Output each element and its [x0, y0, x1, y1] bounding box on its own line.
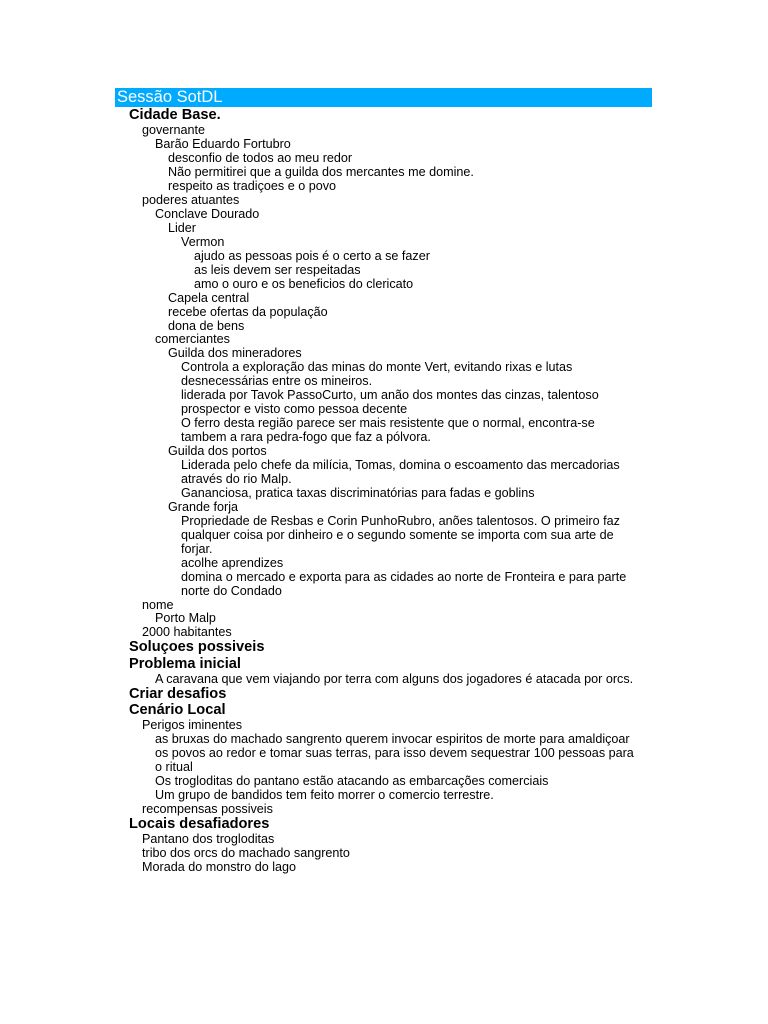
- outline-item: Pantano dos trogloditas: [142, 831, 275, 846]
- outline-item: poderes atuantes: [142, 192, 240, 207]
- outline-item: Lider: [168, 220, 197, 235]
- outline-item: Barão Eduardo Fortubro: [155, 137, 291, 152]
- outline-heading: Cenário Local: [129, 701, 226, 718]
- outline-item: recebe ofertas da população: [168, 304, 328, 319]
- outline-item: liderada por Tavok PassoCurto, um anão dos montes das cinzas, talentoso: [181, 388, 599, 403]
- outline-item: o ritual: [155, 759, 193, 774]
- outline-item: as leis devem ser respeitadas: [194, 262, 361, 277]
- outline-item: Não permitirei que a guilda dos mercantes me domine.: [168, 165, 474, 180]
- outline-item: nome: [142, 597, 174, 612]
- outline-item: Morada do monstro do lago: [142, 859, 297, 874]
- outline-item: forjar.: [181, 541, 213, 556]
- outline-item: prospector e visto como pessoa decente: [181, 402, 408, 417]
- outline-item: amo o ouro e os beneficios do clericato: [194, 276, 414, 291]
- outline-item: através do rio Malp.: [181, 471, 292, 486]
- outline-item: Conclave Dourado: [155, 206, 260, 221]
- outline-item: Os trogloditas do pantano estão atacando as embarcações comerciais: [155, 773, 549, 788]
- outline-item: dona de bens: [168, 318, 245, 333]
- outline-item: qualquer coisa por dinheiro e o segundo somente se importa com sua arte de: [181, 527, 614, 542]
- outline-item: Porto Malp: [155, 611, 216, 626]
- outline-item: Grande forja: [168, 499, 239, 514]
- outline-item: Guilda dos portos: [168, 444, 267, 459]
- outline-item: O ferro desta região parece ser mais resistente que o normal, encontra-se: [181, 416, 595, 431]
- outline-heading: Criar desafios: [129, 685, 227, 702]
- outline-item: Perigos iminentes: [142, 718, 243, 733]
- outline-item: recompensas possiveis: [142, 801, 273, 816]
- outline-item: Vermon: [181, 234, 225, 249]
- title-bar: [115, 88, 652, 107]
- outline-heading: Problema inicial: [129, 655, 241, 672]
- outline-item: Guilda dos mineradores: [168, 346, 302, 361]
- outline-item: Gananciosa, pratica taxas discriminatórias para fadas e goblins: [181, 485, 535, 500]
- outline-item: respeito as tradiçoes e o povo: [168, 179, 337, 193]
- outline-item: Capela central: [168, 290, 250, 305]
- outline-item: domina o mercado e exporta para as cidades ao norte de Fronteira e para parte: [181, 569, 627, 584]
- outline-item: ajudo as pessoas pois é o certo a se fazer: [194, 248, 430, 263]
- outline-heading: Cidade Base.: [129, 107, 221, 123]
- outline-item: Um grupo de bandidos tem feito morrer o comercio terrestre.: [155, 787, 494, 802]
- outline-item: Propriedade de Resbas e Corin PunhoRubro, anões talentosos. O primeiro faz: [181, 513, 620, 528]
- outline-item: 2000 habitantes: [142, 625, 232, 640]
- outline-item: tambem a rara pedra-fogo que faz a pólvora.: [181, 430, 431, 445]
- outline-heading: Soluçoes possiveis: [129, 639, 265, 656]
- outline-item: desconfio de todos ao meu redor: [168, 151, 353, 166]
- document-title: Sessão SotDL: [117, 88, 223, 106]
- outline-item: comerciantes: [155, 332, 230, 347]
- outline-item: os povos ao redor e tomar suas terras, para isso devem sequestrar 100 pessoas para: [155, 746, 634, 760]
- outline-item: tribo dos orcs do machado sangrento: [142, 845, 350, 860]
- outline-item: governante: [142, 123, 206, 138]
- outline-item: desnecessárias entre os mineiros.: [181, 374, 373, 389]
- outline-item: Controla a exploração das minas do monte Vert, evitando rixas e lutas: [181, 360, 573, 375]
- outline-item: acolhe aprendizes: [181, 555, 284, 570]
- outline-item: norte do Condado: [181, 583, 282, 598]
- outline-item: Liderada pelo chefe da milícia, Tomas, domina o escoamento das mercadorias: [181, 458, 620, 472]
- outline-heading: Locais desafiadores: [129, 815, 270, 832]
- outline-item: as bruxas do machado sangrento querem invocar espiritos de morte para amaldiçoar: [155, 732, 630, 747]
- outline-item: A caravana que vem viajando por terra com alguns dos jogadores é atacada por orcs.: [155, 671, 634, 686]
